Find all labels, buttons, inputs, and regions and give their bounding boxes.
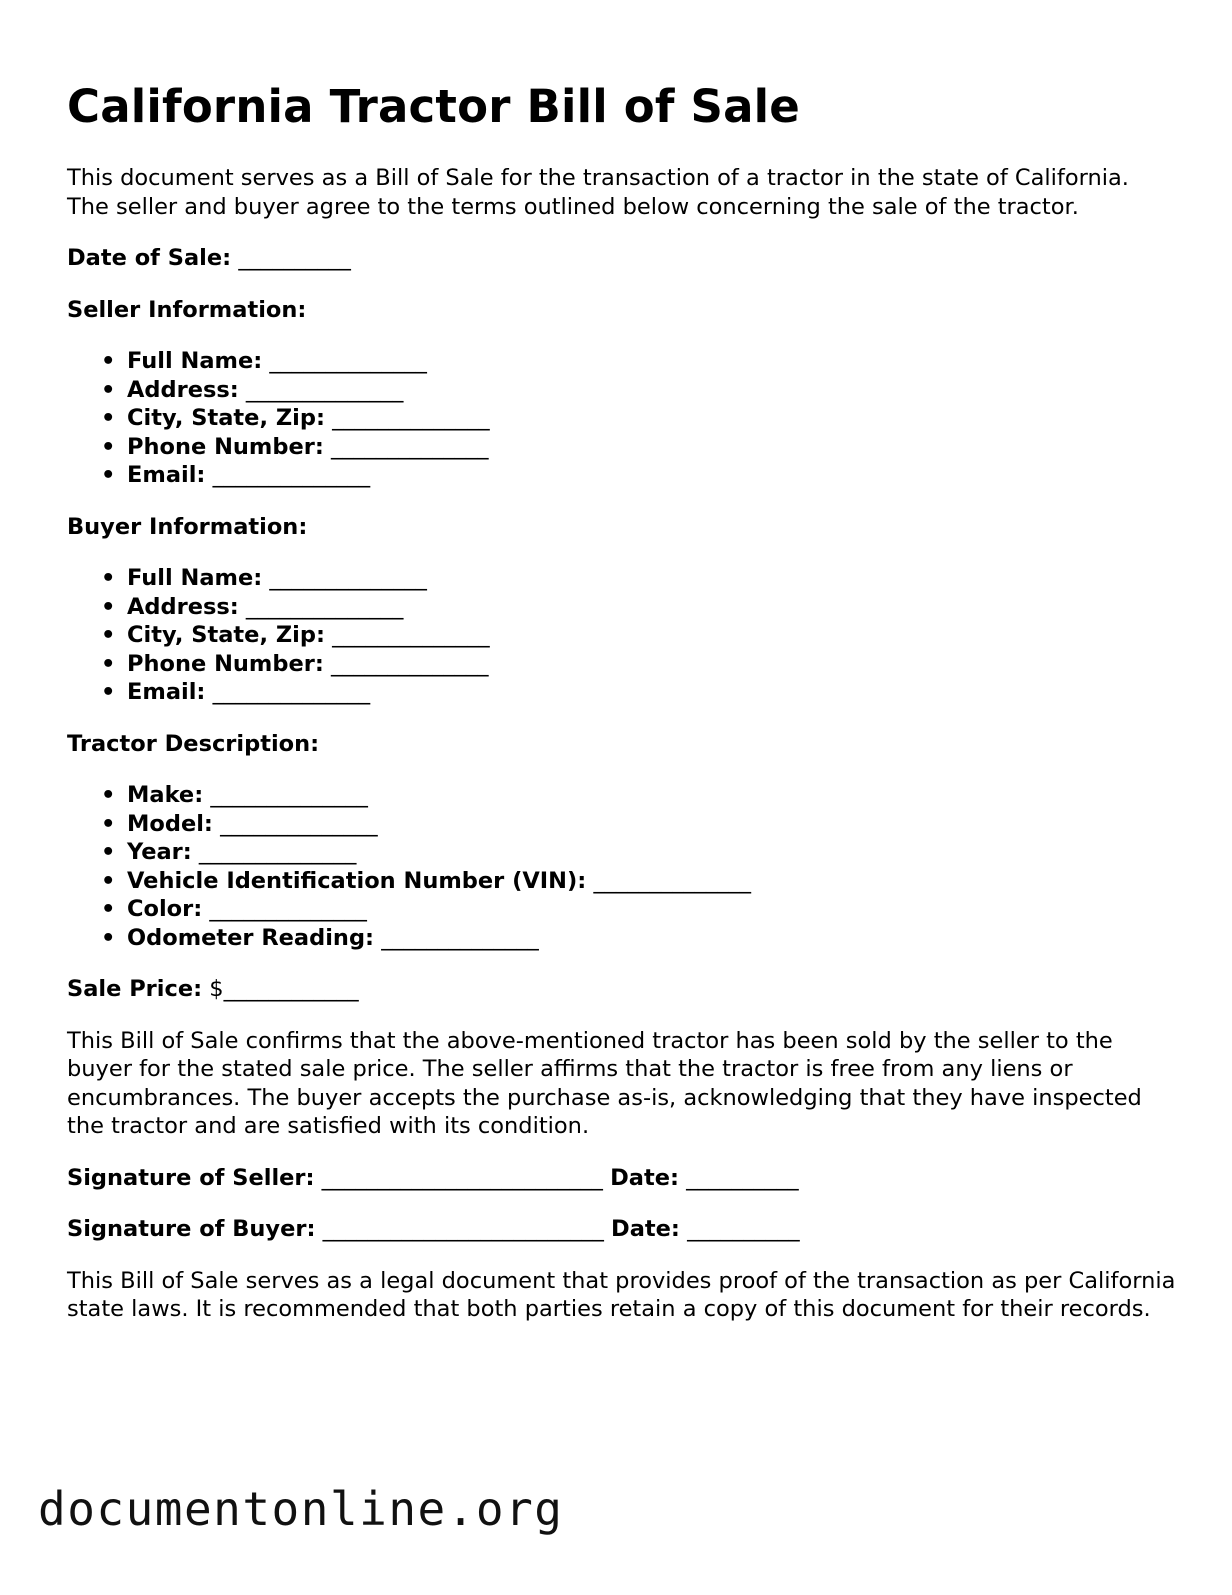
seller-full-name-blank: ______________ <box>269 348 427 374</box>
tractor-odometer-label: Odometer Reading: <box>127 924 375 951</box>
tractor-color-label: Color: <box>127 896 203 922</box>
list-item <box>127 564 1177 593</box>
seller-full-name-label: Full Name: <box>127 348 263 374</box>
tractor-model-label: Model: <box>127 810 213 837</box>
sale-price-blank: $____________ <box>209 976 359 1002</box>
list-item <box>127 650 1177 679</box>
list-item <box>127 867 1177 896</box>
list-item <box>127 376 1177 405</box>
list-item <box>127 781 1177 810</box>
buyer-phone-blank: ______________ <box>331 650 489 677</box>
list-item <box>127 924 1177 953</box>
tractor-odometer-blank: ______________ <box>381 924 539 951</box>
buyer-signature-label: Signature of Buyer: <box>67 1216 316 1242</box>
tractor-model-blank: ______________ <box>220 810 378 837</box>
tractor-year-blank: ______________ <box>198 839 357 865</box>
buyer-address-blank: ______________ <box>245 593 404 620</box>
tractor-description-list <box>67 781 1177 952</box>
buyer-heading: Buyer Information: <box>67 513 308 540</box>
sale-price-field <box>67 975 1177 1004</box>
seller-phone-blank: ______________ <box>331 433 489 460</box>
confirmation-paragraph: This Bill of Sale confirms that the above-mentioned tractor has been sold by the seller to the buyer for the stated sale price. The seller affirms that the tractor is free from any liens or encumbrances. The buyer accepts the purchase as-is, acknowledging that they have inspected the tractor and are satisfied with its condition. <box>67 1027 1142 1139</box>
seller-email-label: Email: <box>127 462 206 488</box>
list-item <box>127 678 1177 707</box>
seller-date-label: Date: <box>610 1164 679 1191</box>
buyer-phone-label: Phone Number: <box>127 650 324 677</box>
buyer-date-blank: __________ <box>687 1216 800 1242</box>
document-page <box>67 80 1177 1324</box>
buyer-signature-line <box>67 1215 1177 1244</box>
list-item <box>127 593 1177 622</box>
tractor-make-blank: ______________ <box>210 782 368 808</box>
tractor-vin-blank: ______________ <box>593 867 751 894</box>
tractor-year-label: Year: <box>127 839 192 865</box>
seller-city-state-zip-label: City, State, Zip: <box>127 405 325 431</box>
list-item <box>127 404 1177 433</box>
seller-signature-blank: _________________________ <box>321 1164 603 1191</box>
buyer-city-state-zip-blank: ______________ <box>332 622 490 648</box>
buyer-city-state-zip-label: City, State, Zip: <box>127 622 325 648</box>
seller-signature-line <box>67 1164 1177 1193</box>
watermark: documentonline.org <box>38 1482 564 1536</box>
list-item <box>127 810 1177 839</box>
buyer-address-label: Address: <box>127 593 239 620</box>
seller-date-blank: __________ <box>686 1164 799 1191</box>
date-of-sale-field <box>67 244 1177 273</box>
list-item <box>127 433 1177 462</box>
seller-city-state-zip-blank: ______________ <box>332 405 490 431</box>
buyer-email-blank: ______________ <box>212 679 371 705</box>
tractor-heading: Tractor Description: <box>67 730 320 757</box>
footer-note-paragraph: This Bill of Sale serves as a legal document that provides proof of the transaction as per California state laws. It is recommended that both parties retain a copy of this document for their records. <box>67 1267 1176 1322</box>
date-of-sale-blank: __________ <box>238 245 351 271</box>
buyer-signature-blank: _________________________ <box>322 1216 604 1242</box>
buyer-full-name-blank: ______________ <box>269 565 427 591</box>
seller-email-blank: ______________ <box>212 462 371 488</box>
buyer-email-label: Email: <box>127 679 206 705</box>
seller-address-label: Address: <box>127 376 239 403</box>
list-item <box>127 838 1177 867</box>
list-item <box>127 461 1177 490</box>
tractor-vin-label: Vehicle Identification Number (VIN): <box>127 867 587 894</box>
document-title: California Tractor Bill of Sale <box>67 80 801 133</box>
tractor-make-label: Make: <box>127 782 204 808</box>
list-item <box>127 621 1177 650</box>
buyer-date-label: Date: <box>611 1216 680 1242</box>
date-of-sale-label: Date of Sale: <box>67 245 232 271</box>
buyer-info-list <box>67 564 1177 707</box>
seller-info-list <box>67 347 1177 490</box>
seller-phone-label: Phone Number: <box>127 433 324 460</box>
sale-price-label: Sale Price: <box>67 976 203 1002</box>
intro-paragraph: This document serves as a Bill of Sale for the transaction of a tractor in the state of California. The seller and buyer agree to the terms outlined below concerning the sale of the tractor. <box>67 165 1129 220</box>
seller-heading: Seller Information: <box>67 296 307 323</box>
tractor-color-blank: ______________ <box>209 896 367 922</box>
buyer-full-name-label: Full Name: <box>127 565 263 591</box>
seller-signature-label: Signature of Seller: <box>67 1164 315 1191</box>
list-item <box>127 347 1177 376</box>
list-item <box>127 895 1177 924</box>
seller-address-blank: ______________ <box>245 376 404 403</box>
